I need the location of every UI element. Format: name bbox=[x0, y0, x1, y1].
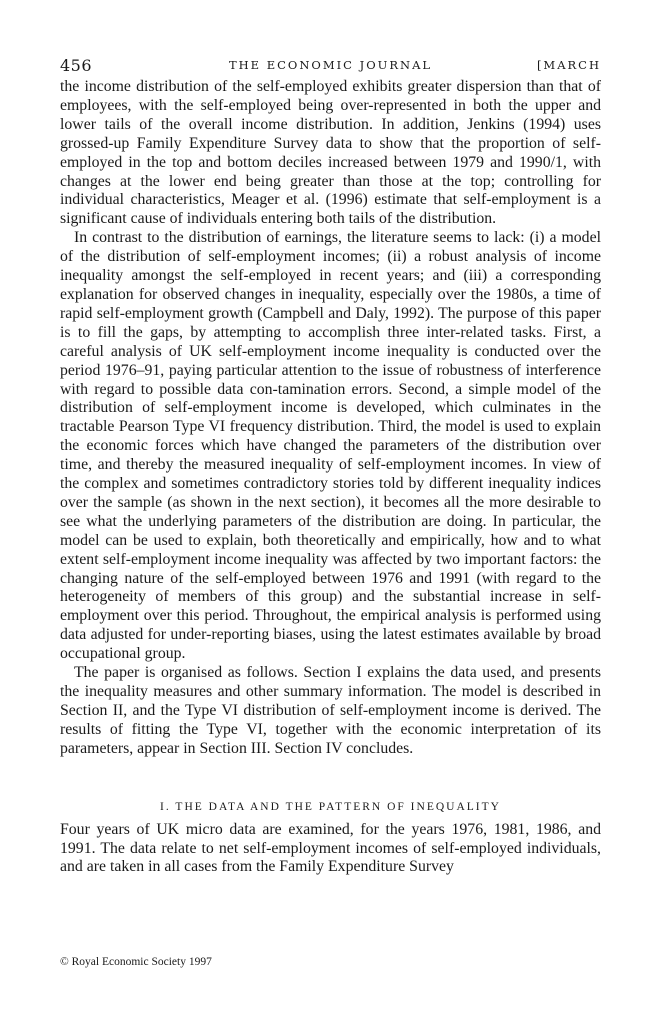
paragraph-organisation: The paper is organised as follows. Section I explains the data used, and presents the inequality measures and other summary information. The model is described in Section II, and the Type VI distribution of self-employment income is derived. The results of fitting the Type VI, together with the economic interpretation of its parameters, appear in Section III. Section IV concludes. bbox=[60, 664, 601, 757]
journal-title: THE ECONOMIC JOURNAL bbox=[228, 58, 433, 72]
journal-page bbox=[60, 56, 601, 877]
body-text bbox=[60, 78, 601, 877]
paragraph-section-one: Four years of UK micro data are examined, for the years 1976, 1981, 1986, and 1991. The data relate to net self-employment incomes of self-employed individuals, and are taken in all cases from the Family Expenditure Survey bbox=[60, 820, 601, 876]
section-heading: I. THE DATA AND THE PATTERN OF INEQUALITY bbox=[160, 800, 501, 813]
issue-month: [MARCH bbox=[536, 58, 601, 72]
running-head bbox=[60, 56, 601, 78]
copyright-footer: © Royal Economic Society 1997 bbox=[60, 956, 212, 968]
paragraph-continuation: the income distribution of the self-employed exhibits greater dispersion than that of employees, with the self-employed being over-represented in both the upper and lower tails of the overall income distribution. In addition, Jenkins (1994) uses grossed-up Family Expenditure Survey data to show that the proportion of self-employed in the top and bottom deciles increased between 1979 and 1990/1, with changes at the lower end being greater than those at the top; controlling for individual characteristics, Meager et al. (1996) estimate that self-employment is a significant cause of individuals entering both tails of the distribution. bbox=[60, 78, 601, 228]
page-number: 456 bbox=[60, 56, 93, 75]
paragraph-literature-gap: In contrast to the distribution of earnings, the literature seems to lack: (i) a model of the distribution of self-employment incomes; (ii) a robust analysis of income inequality amongst the self-employed in recent years; and (iii) a corresponding explanation for observed changes in inequality, especially over the 1980s, a time of rapid self-employment growth (Campbell and Daly, 1992). The purpose of this paper is to fill the gaps, by attempting to accomplish three inter-related tasks. First, a careful analysis of UK self-employment income inequality is conducted over the period 1976–91, paying particular attention to the issue of robustness of interference with regard to possible data con-tamination errors. Second, a simple model of the distribution of self-employment income is developed, which culminates in the tractable Pearson Type VI frequency distribution. Third, the model is used to explain the economic forces which have changed the parameters of the distribution over time, and thereby the measured inequality of self-employment incomes. In view of the complex and sometimes contradictory stories told by different inequality indices over the sample (as shown in the next section), it becomes all the more desirable to see what the underlying parameters of the distribution are doing. In particular, the model can be used to explain, both theoretically and empirically, how and to what extent self-employment income inequality was affected by two important factors: the changing nature of the self-employed between 1976 and 1991 (with regard to the heterogeneity of members of this group) and the substantial increase in self-employment over this period. Throughout, the empirical analysis is performed using data adjusted for under-reporting biases, using the latest estimates available by broad occupational group. bbox=[60, 229, 601, 663]
